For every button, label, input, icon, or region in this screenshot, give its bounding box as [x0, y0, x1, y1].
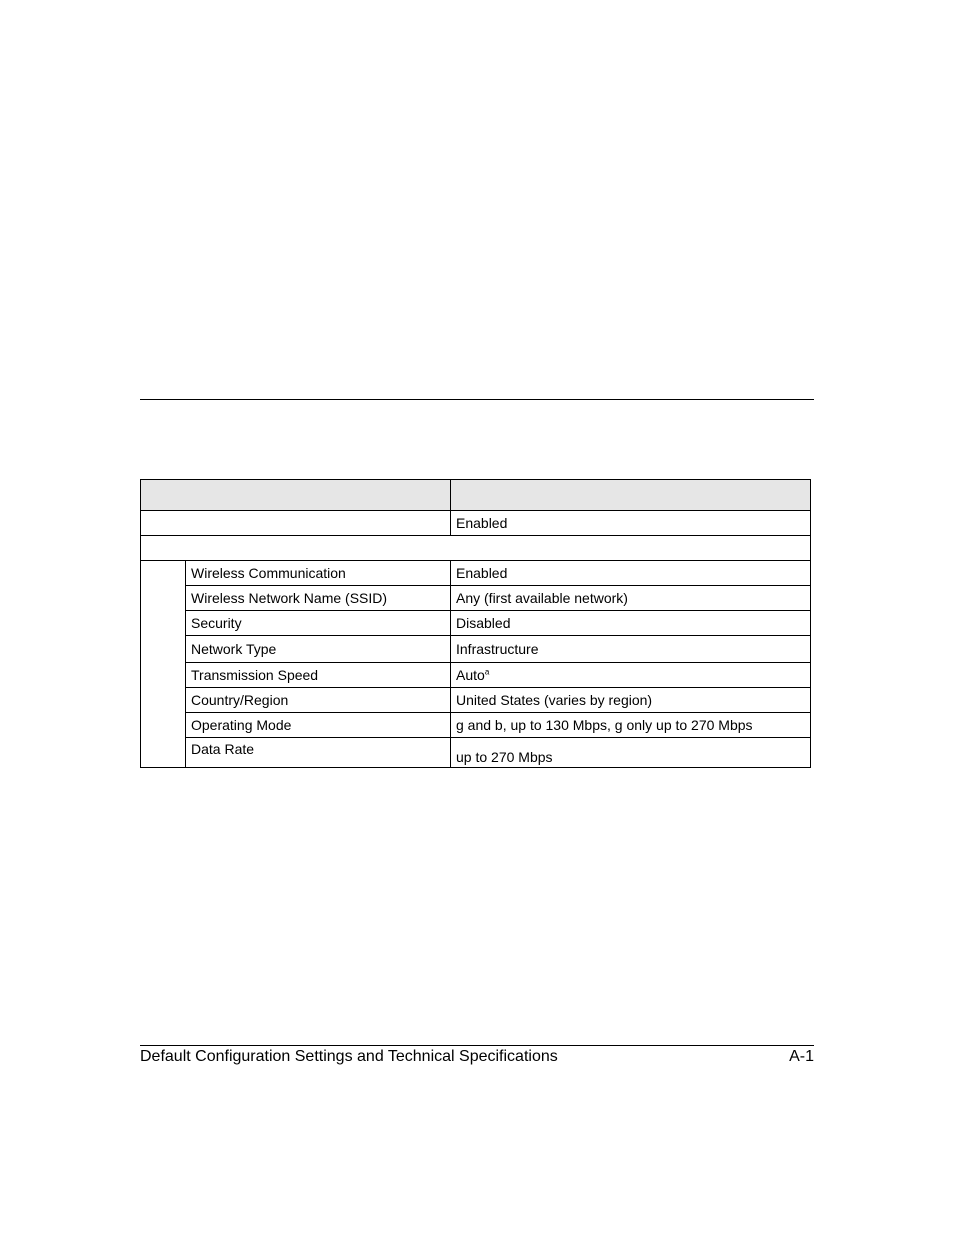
table-cell-value: g and b, up to 130 Mbps, g only up to 270 Mbps: [451, 713, 811, 738]
section-divider: [140, 399, 814, 400]
table-cell-value: up to 270 Mbps: [451, 738, 811, 768]
table-row: [141, 586, 811, 611]
footer-divider: [140, 1045, 814, 1046]
table-row: [141, 636, 811, 663]
footnote-marker: a: [484, 667, 490, 677]
default-settings-table: [140, 479, 811, 768]
table-row: [141, 688, 811, 713]
table-cell-value: Enabled: [451, 511, 811, 536]
table-cell-value: Any (first available network): [451, 586, 811, 611]
footer-title: Default Configuration Settings and Technical Specifications: [140, 1048, 558, 1065]
table-row: [141, 511, 811, 536]
table-cell-value: [451, 663, 811, 688]
table-cell-label: Transmission Speed: [186, 663, 451, 688]
table-row: [141, 611, 811, 636]
table-cell-value: Infrastructure: [451, 636, 811, 663]
table-section-row: [141, 536, 811, 561]
table-row: [141, 738, 811, 768]
table-cell-value: United States (varies by region): [451, 688, 811, 713]
table-section-heading: [141, 536, 811, 561]
table-cell-label: Network Type: [186, 636, 451, 663]
table-cell-value: Disabled: [451, 611, 811, 636]
table-cell-label: [141, 511, 451, 536]
table-cell-label: Wireless Network Name (SSID): [186, 586, 451, 611]
table-row: [141, 561, 811, 586]
table-header-default: [451, 480, 811, 511]
transmission-speed-value: Auto: [456, 667, 485, 683]
table-cell-label: Security: [186, 611, 451, 636]
table-header-row: [141, 480, 811, 511]
table-cell-label: Country/Region: [186, 688, 451, 713]
table-cell-value: Enabled: [451, 561, 811, 586]
table-row: [141, 713, 811, 738]
table-cell-label: Data Rate: [186, 738, 451, 768]
page-number: A-1: [789, 1048, 814, 1065]
table-row: [141, 663, 811, 688]
table-cell-label: Wireless Communication: [186, 561, 451, 586]
table-cell-label: Operating Mode: [186, 713, 451, 738]
table-header-feature: [141, 480, 451, 511]
table-indent-cell: [141, 561, 186, 768]
